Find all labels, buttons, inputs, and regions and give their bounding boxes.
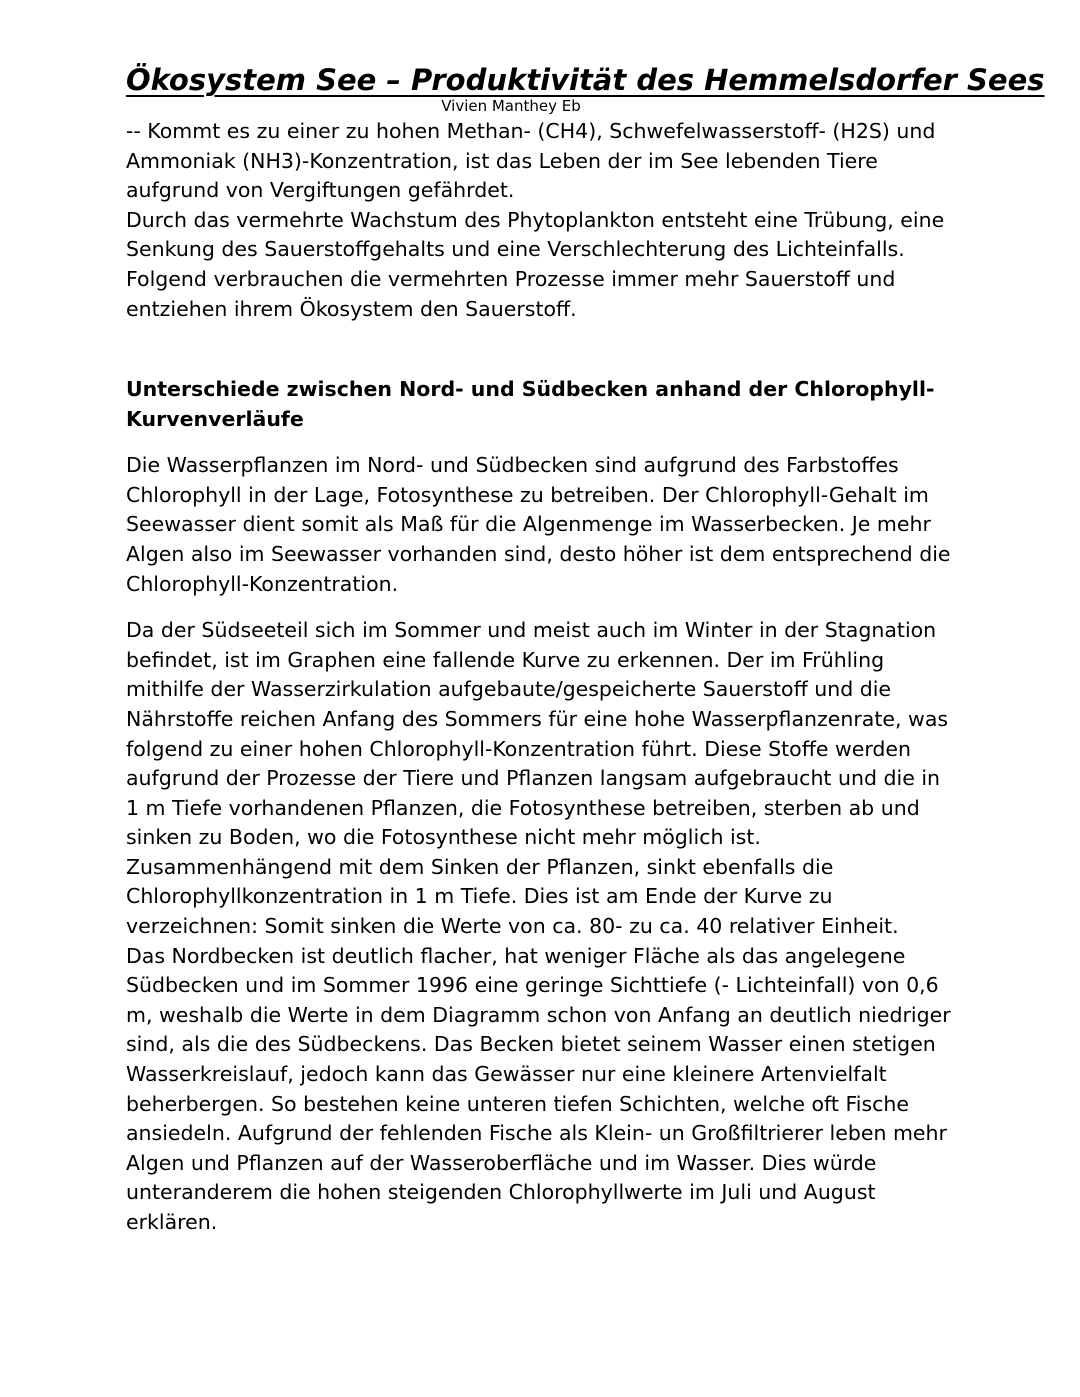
author-line: Vivien Manthey Eb (441, 97, 581, 115)
section-heading: Unterschiede zwischen Nord- und Südbecken anhand der Chlorophyll-Kurvenverläufe (126, 377, 935, 432)
intro-paragraph-1: -- Kommt es zu einer zu hohen Methan- (CH4), Schwefelwasserstoff- (H2S) und Ammoniak (NH3)-Konzentration, ist das Leben der im See lebenden Tiere aufgrund von Vergiftungen gefährdet. (126, 119, 936, 203)
intro-paragraph-2: Durch das vermehrte Wachstum des Phytoplankton entsteht eine Trübung, eine Senkung des Sauerstoffgehalts und eine Verschlechterung des Lichteinfalls. Folgend verbrauchen die vermehrten Prozesse immer mehr Sauerstoff und entziehen ihrem Ökosystem den Sauerstoff. (126, 207, 945, 321)
section-paragraph-1: Die Wasserpflanzen im Nord- und Südbecken sind aufgrund des Farbstoffes Chlorophyll in der Lage, Fotosynthese zu betreiben. Der Chlorophyll-Gehalt im Seewasser dient somit als Maß für die Algenmenge im Wasserbecken. Je mehr Algen also im Seewasser vorhanden sind, desto höher ist dem entsprechend die Chlorophyll-Konzentration. (126, 453, 951, 596)
section-paragraph-2: Da der Südseeteil sich im Sommer und meist auch im Winter in der Stagnation befindet, ist im Graphen eine fallende Kurve zu erkennen. Der im Frühling mithilfe der Wasserzirkulation aufgebaute/gespeicherte Sauerstoff und die Nährstoffe reichen Anfang des Sommers für eine hohe Wasserpflanzenrate, was folgend zu einer hohen Chlorophyll-Konzentration führt. Diese Stoffe werden aufgrund der Prozesse der Tiere und Pflanzen langsam aufgebraucht und die in 1 m Tiefe vorhandenen Pflanzen, die Fotosynthese betreiben, sterben ab und sinken zu Boden, wo die Fotosynthese nicht mehr möglich ist. Zusammenhängend mit dem Sinken der Pflanzen, sinkt ebenfalls die Chlorophyllkonzentration in 1 m Tiefe. Dies ist am Ende der Kurve zu verzeichnen: Somit sinken die Werte von ca. 80- zu ca. 40 relativer Einheit. (126, 618, 949, 939)
document-title: Ökosystem See – Produktivität des Hemmelsdorfer Sees (126, 63, 1045, 97)
section-paragraph-3: Das Nordbecken ist deutlich flacher, hat weniger Fläche als das angelegene Südbecken und im Sommer 1996 eine geringe Sichttiefe (- Lichteinfall) von 0,6 m, weshalb die Werte in dem Diagramm schon von Anfang an deutlich niedriger sind, als die des Südbeckens. Das Becken bietet seinem Wasser einen stetigen Wasserkreislauf, jedoch kann das Gewässer nur eine kleinere Artenvielfalt beherbergen. So bestehen keine unteren tiefen Schichten, welche oft Fische ansiedeln. Aufgrund der fehlenden Fische als Klein- un Großfiltrierer leben mehr Algen und Pflanzen auf der Wasseroberfläche und im Wasser. Dies würde unteranderem die hohen steigenden Chlorophyllwerte im Juli und August erklären. (126, 943, 951, 1234)
document-page (126, 62, 1045, 1238)
